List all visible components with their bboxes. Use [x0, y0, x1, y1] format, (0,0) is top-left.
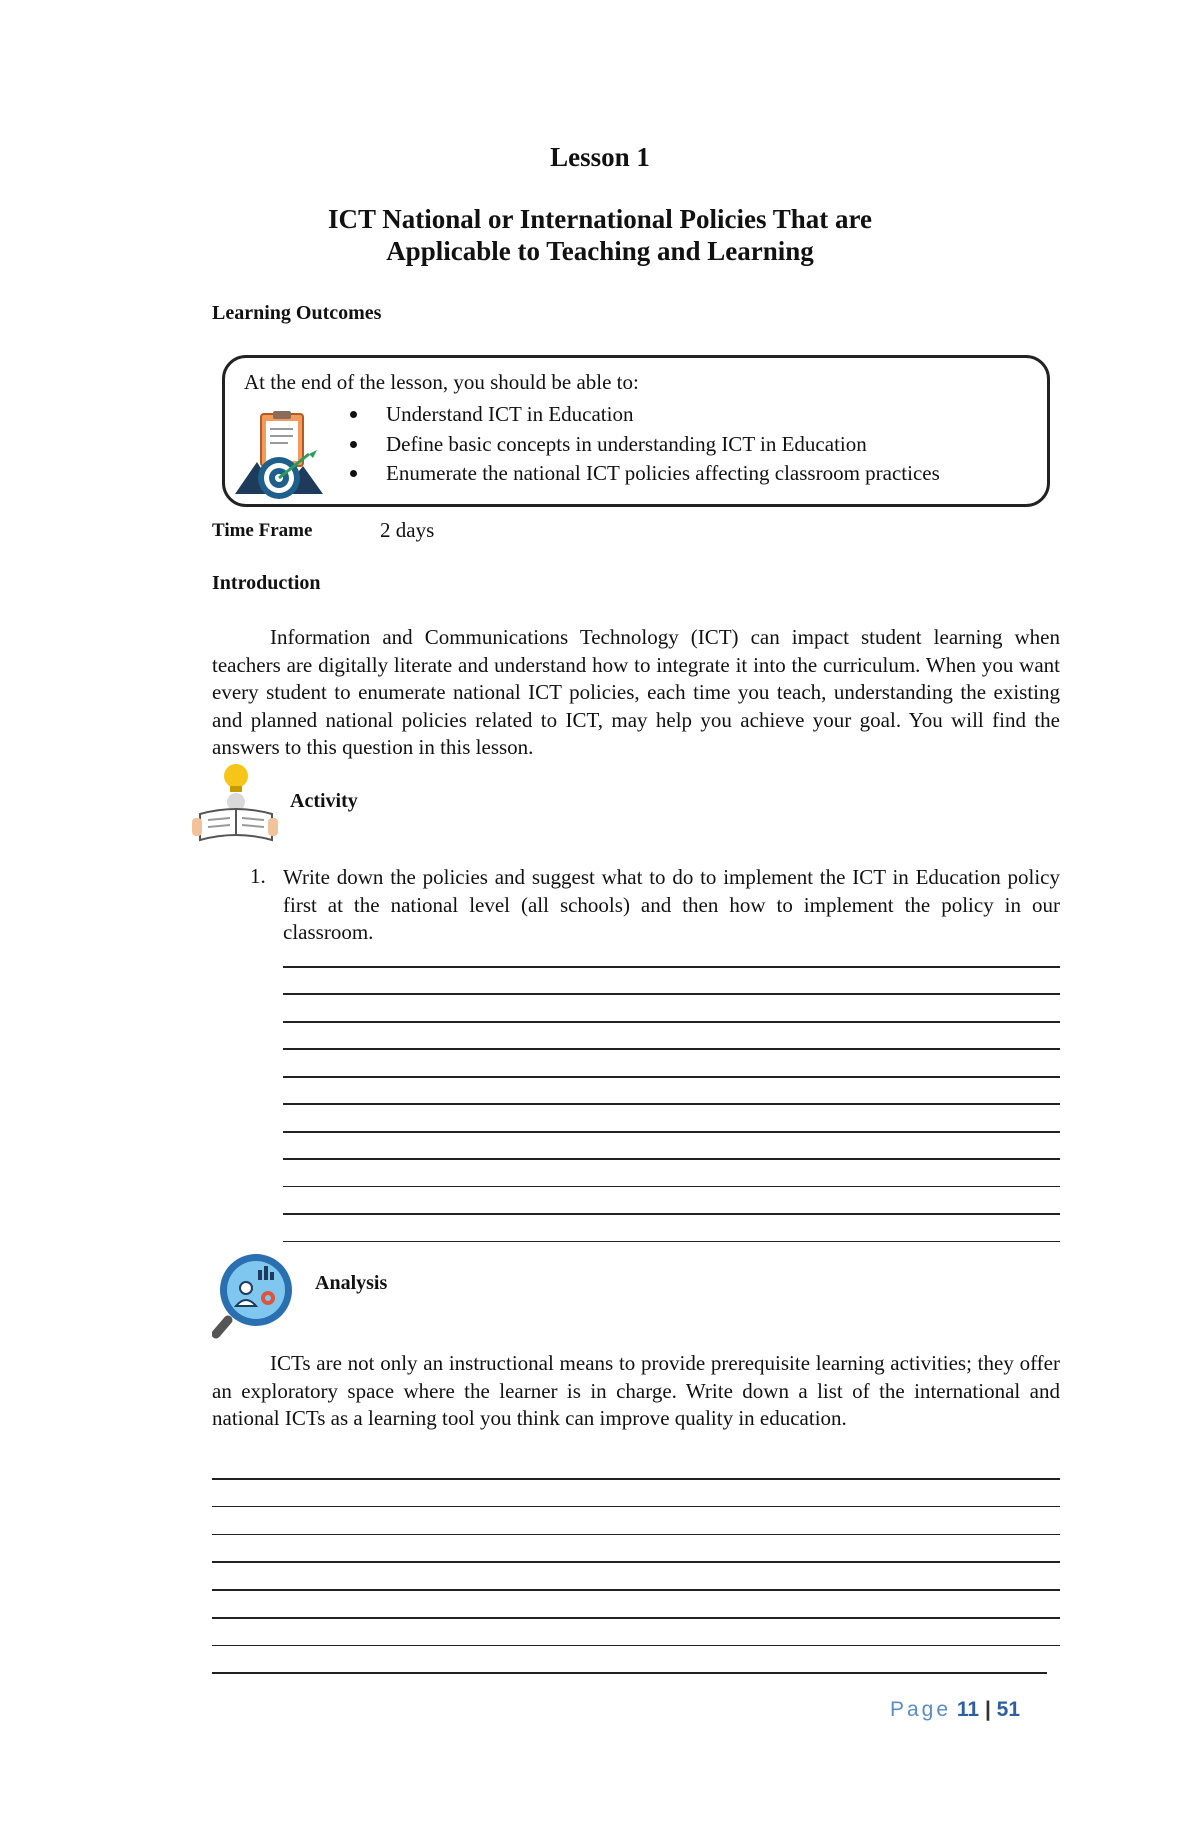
page-footer [890, 1698, 1020, 1722]
reading-lightbulb-icon [190, 762, 280, 846]
lesson-label: Lesson 1 [550, 142, 650, 172]
activity-item-text: Write down the policies and suggest what to do to implement the ICT in Education policy first at the national level (all schools) and then how to implement the policy in our classroom. [283, 865, 1060, 944]
answer-line[interactable] [212, 1506, 1060, 1508]
introduction-heading: Introduction [212, 572, 321, 594]
introduction-paragraph [212, 624, 1060, 762]
answer-line[interactable] [212, 1478, 1060, 1480]
learning-outcomes-list [350, 400, 940, 489]
answer-line[interactable] [283, 1048, 1060, 1050]
analysis-magnifier-icon [212, 1250, 296, 1340]
footer-separator: | [984, 1698, 991, 1721]
activity-item-number: 1. [250, 864, 266, 888]
time-frame-label: Time Frame [212, 520, 313, 541]
footer-page-word: Page [890, 1698, 952, 1721]
activity-heading: Activity [290, 790, 358, 812]
learning-outcomes-intro: At the end of the lesson, you should be able to: [244, 370, 639, 394]
answer-line[interactable] [212, 1617, 1060, 1619]
learning-outcomes-heading: Learning Outcomes [212, 302, 382, 324]
answer-line[interactable] [283, 1103, 1060, 1105]
answer-line[interactable] [212, 1589, 1060, 1591]
learning-outcome-item: Enumerate the national ICT policies affecting classroom practices [350, 459, 940, 489]
answer-line[interactable] [283, 1213, 1060, 1215]
activity-answer-lines[interactable] [283, 966, 1060, 1242]
answer-line[interactable] [212, 1561, 1060, 1563]
answer-line[interactable] [212, 1672, 1047, 1674]
answer-line[interactable] [212, 1645, 1060, 1647]
answer-line[interactable] [283, 1131, 1060, 1133]
footer-total-pages: 51 [996, 1698, 1021, 1721]
answer-line[interactable] [283, 993, 1060, 995]
analysis-text: ICTs are not only an instructional means to provide prerequisite learning activities; they offer an exploratory space where the learner is in charge. Write down a list of the international and national ICTs as a learning tool you think can improve quality in education. [212, 1351, 1060, 1430]
analysis-answer-lines[interactable] [212, 1478, 1060, 1674]
time-frame-value: 2 days [380, 518, 435, 542]
answer-line[interactable] [283, 1241, 1060, 1243]
answer-line[interactable] [283, 966, 1060, 968]
answer-line[interactable] [283, 1186, 1060, 1188]
target-clipboard-icon [233, 410, 325, 502]
answer-line[interactable] [283, 1076, 1060, 1078]
answer-line[interactable] [212, 1534, 1060, 1536]
page-title-line-1: ICT National or International Policies That are [327, 204, 873, 234]
learning-outcome-item: Define basic concepts in understanding ICT in Education [350, 430, 940, 460]
answer-line[interactable] [283, 1021, 1060, 1023]
learning-outcome-item: Understand ICT in Education [350, 400, 940, 430]
answer-line[interactable] [283, 1158, 1060, 1160]
footer-current-page: 11 [956, 1698, 980, 1721]
analysis-paragraph [212, 1350, 1060, 1433]
introduction-text: Information and Communications Technology (ICT) can impact student learning when teachers are digitally literate and understand how to integrate it into the curriculum. When you want every student to enumerate national ICT policies, each time you teach, understanding the existing and planned national policies related to ICT, may help you achieve your goal. You will find the answers to this question in this lesson. [212, 625, 1060, 759]
analysis-heading: Analysis [315, 1272, 388, 1294]
page-title-line-2: Applicable to Teaching and Learning [386, 236, 814, 266]
